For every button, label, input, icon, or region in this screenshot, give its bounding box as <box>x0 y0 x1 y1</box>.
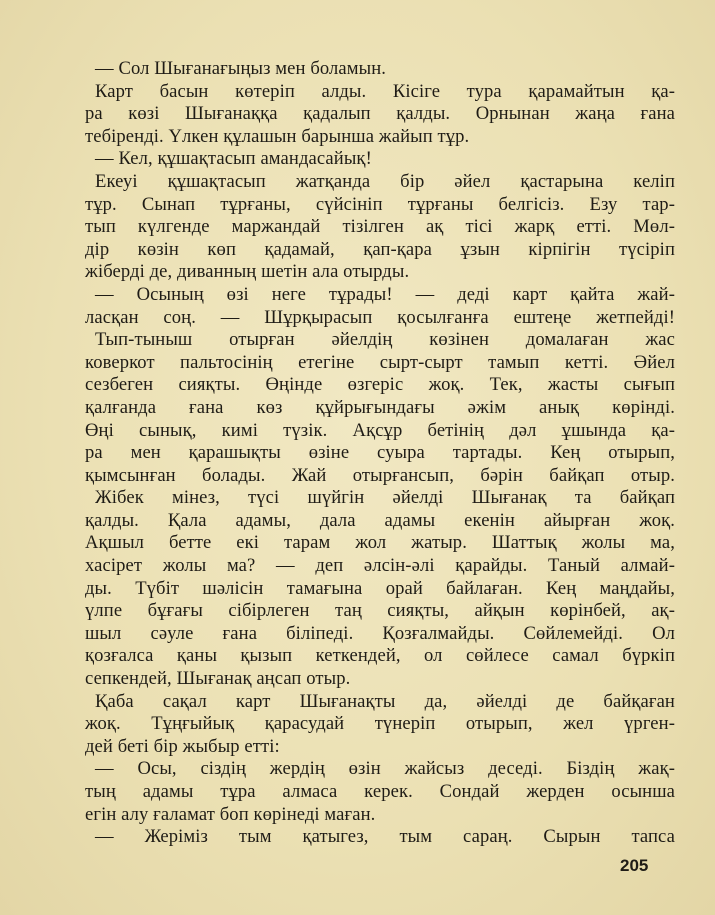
page-number: 205 <box>620 856 649 875</box>
text-line: ласқан соң. — Шұрқырасып қосылғанға ештеңе жетпейді! <box>85 306 675 328</box>
text-line: Қаба сақал карт Шығанақты да, әйелді де байқаған <box>95 690 675 712</box>
text-line: — Сол Шығанағыңыз мен боламын. <box>95 58 387 79</box>
text-line: Өңі сынық, кимі түзік. Ақсұр бетінің дәл ұшында қа- <box>85 419 675 441</box>
text-line: ра мен қарашықты өзіне суыра тартады. Кең отырып, <box>85 442 675 464</box>
text-line: жоқ. Тұңғыйық қарасудай түнеріп отырып, жел үрген- <box>85 713 675 735</box>
text-line: үлпе бұғағы сібірлеген таң сияқты, айқын көрінбей, ақ- <box>85 600 675 622</box>
text-line: қалды. Қала адамы, дала адамы екенін айырған жоқ. <box>85 509 675 531</box>
body-text <box>85 58 675 849</box>
text-line: қалғанда ғана көз құйрығындағы әжім анық көрінді. <box>85 396 675 418</box>
text-line: ра көзі Шығанаққа қадалып қалды. Орнынан жаңа ғана <box>85 103 675 125</box>
text-line: дей беті бір жыбыр етті: <box>85 735 280 757</box>
text-line: Тып-тыныш отырған әйелдің көзінен домалаған жас <box>95 329 675 351</box>
text-line: хасірет жолы ма? — деп әлсін-әлі қарайды. Таный алмай- <box>85 555 675 577</box>
text-line: — Жеріміз тым қатыгез, тым сараң. Сырын тапса <box>95 826 675 848</box>
text-line: сезбеген сияқты. Өңінде өзгеріс жоқ. Тек, жасты сығып <box>85 374 675 396</box>
text-line: — Осы, сіздің жердің өзін жайсыз деседі. Біздің жақ- <box>95 758 675 780</box>
text-line: жіберді де, диванның шетін ала отырды. <box>85 261 410 283</box>
text-line: егін алу ғаламат боп көрінеді маған. <box>85 803 376 825</box>
text-line: Карт басын көтеріп алды. Кісіге тура қарамайтын қа- <box>95 80 675 102</box>
text-line: Екеуі құшақтасып жатқанда бір әйел қастарына келіп <box>95 170 675 192</box>
text-line: ды. Түбіт шәлісін тамағына орай байлаған. Кең маңдайы, <box>85 577 675 599</box>
text-line: Жібек мінез, түсі шүйгін әйелді Шығанақ та байқап <box>95 487 675 509</box>
text-line: — Осының өзі неге тұрады! — деді карт қайта жай- <box>95 283 675 305</box>
text-line: Ақшыл бетте екі тарам жол жатыр. Шаттық жолы ма, <box>85 532 675 554</box>
text-line: қозғалса қаны қызып кеткендей, ол сөйлесе самал бүркіп <box>85 645 675 667</box>
text-line: коверкот пальтосінің етегіне сырт-сырт тамып кетті. Әйел <box>85 351 675 373</box>
text-line: тұр. Сынап тұрғаны, сүйсініп тұрғаны белгісіз. Езу тар- <box>85 193 675 215</box>
text-line: қымсынған болады. Жай отырғансып, бәрін байқап отыр. <box>85 464 675 486</box>
text-line: тың адамы тұра алмаса керек. Сондай жерден осынша <box>85 781 675 802</box>
text-line: сепкендей, Шығанақ аңсап отыр. <box>85 668 351 690</box>
text-line: шыл сәуле ғана біліпеді. Қозғалмайды. Сөйлемейді. Ол <box>85 622 675 644</box>
text-line: — Кел, құшақтасып амандасайық! <box>95 148 372 170</box>
text-line: тебіренді. Үлкен құлашын барынша жайып тұр. <box>85 125 470 147</box>
text-line: тып күлгенде маржандай тізілген ақ тісі жарқ етті. Мөл- <box>85 216 675 238</box>
text-line: дір көзін көп қадамай, қап-қара ұзын кірпігін түсіріп <box>85 238 675 260</box>
